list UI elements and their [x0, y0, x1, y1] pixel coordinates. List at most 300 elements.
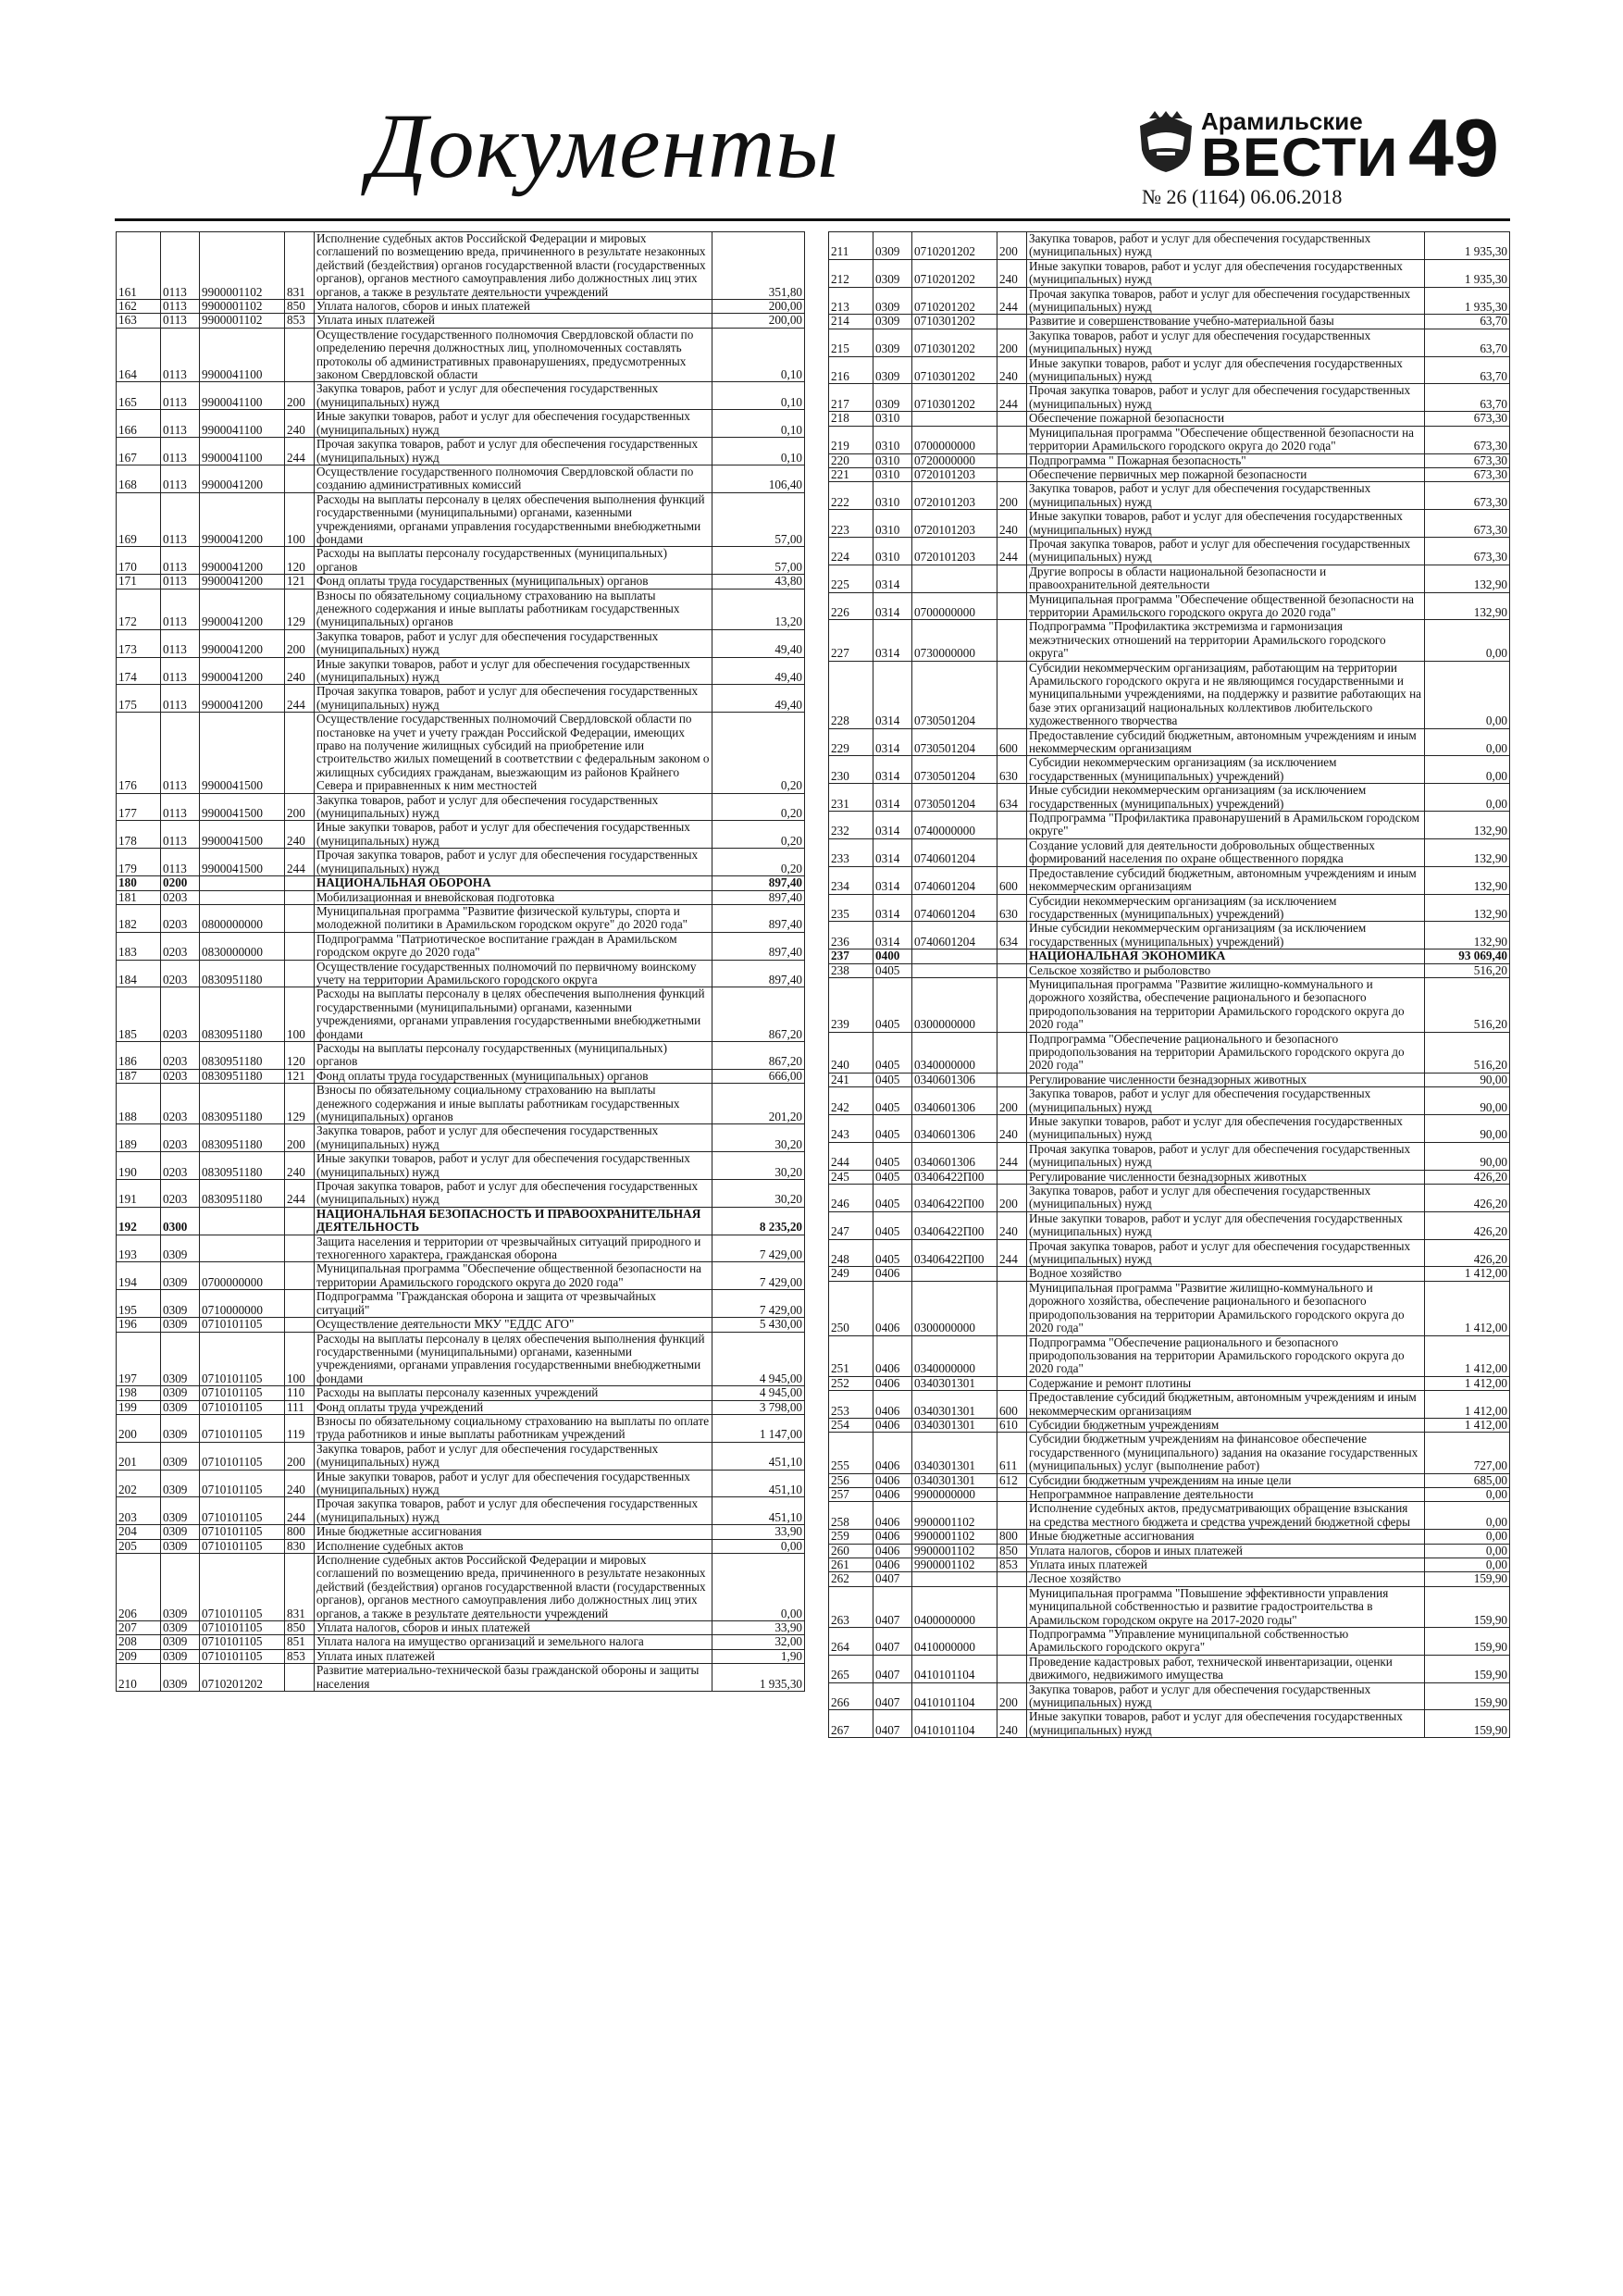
table-row [117, 1525, 805, 1539]
item-name: Осуществление государственного полномочия Свердловской области по определению перечня должностных лиц, уполномоченных составлять протоколы об административных правонарушениях, предусмотренных законом Свердловской области [315, 328, 712, 382]
section-code: 0113 [161, 849, 200, 876]
table-row [117, 1290, 805, 1318]
section-code: 0406 [873, 1530, 912, 1544]
item-name: Прочая закупка товаров, работ и услуг для обеспечения государственных (муниципальных) нужд [1027, 537, 1425, 565]
expense-type [285, 904, 315, 932]
section-code: 0113 [161, 492, 200, 547]
section-code: 0407 [873, 1572, 912, 1586]
row-number: 219 [829, 426, 873, 453]
expense-type: 121 [285, 575, 315, 589]
expense-type: 244 [285, 1180, 315, 1208]
table-row [117, 904, 805, 932]
row-number: 202 [117, 1470, 161, 1497]
section-code: 0113 [161, 629, 200, 657]
amount: 0,00 [1425, 1530, 1510, 1544]
item-name: Взносы по обязательному социальному страхованию на выплаты денежного содержания и иные выплаты работникам государственных (муниципальных) органов [315, 1084, 712, 1124]
row-number: 211 [829, 232, 873, 260]
item-name: Расходы на выплаты персоналу в целях обеспечения выполнения функций государственными (муниципальными) органами, казенными учреждениями, органами управления государственными внебюджетными фондами [315, 987, 712, 1042]
section-code: 0113 [161, 575, 200, 589]
row-number: 168 [117, 465, 161, 492]
amount: 451,10 [712, 1470, 805, 1497]
expense-type [997, 1281, 1027, 1335]
expense-type: 830 [285, 1539, 315, 1553]
amount: 1 935,30 [1425, 259, 1510, 287]
section-code: 0113 [161, 793, 200, 821]
target-code: 0710101105 [200, 1442, 285, 1470]
table-row [829, 1087, 1510, 1115]
table-row [117, 713, 805, 793]
amount: 0,00 [1425, 1487, 1510, 1501]
table-row [117, 876, 805, 890]
expense-type [997, 963, 1027, 977]
section-code: 0406 [873, 1433, 912, 1473]
target-code: 9900041100 [200, 382, 285, 410]
row-number: 266 [829, 1682, 873, 1710]
section-code: 0203 [161, 1152, 200, 1180]
target-code: 0720101203 [912, 467, 997, 481]
amount: 0,00 [1425, 1502, 1510, 1530]
target-code: 0710101105 [200, 1554, 285, 1621]
table-row [117, 1554, 805, 1621]
table-row [117, 314, 805, 328]
row-number: 223 [829, 510, 873, 538]
table-row [829, 482, 1510, 510]
target-code: 9900041500 [200, 793, 285, 821]
row-number: 222 [829, 482, 873, 510]
table-row [829, 1211, 1510, 1239]
target-code: 0830951180 [200, 1180, 285, 1208]
row-number: 227 [829, 620, 873, 661]
expense-type [285, 1290, 315, 1318]
section-code: 0406 [873, 1487, 912, 1501]
section-code: 0314 [873, 661, 912, 728]
section-code: 0405 [873, 1211, 912, 1239]
section-code: 0203 [161, 1084, 200, 1124]
amount: 685,00 [1425, 1473, 1510, 1487]
expense-type [285, 1664, 315, 1692]
item-name: Закупка товаров, работ и услуг для обеспечения государственных (муниципальных) нужд [1027, 329, 1425, 356]
item-name: Муниципальная программа "Развитие жилищно-коммунального и дорожного хозяйства, обеспечение рационального и безопасного природопользования на территории Арамильского городского округа до 2020 года" [1027, 977, 1425, 1032]
row-number: 194 [117, 1262, 161, 1290]
amount: 200,00 [712, 300, 805, 314]
amount: 426,20 [1425, 1185, 1510, 1212]
target-code: 0710000000 [200, 1290, 285, 1318]
item-name: Муниципальная программа "Обеспечение общественной безопасности на территории Арамильского городского округа до 2020 года" [1027, 426, 1425, 453]
section-code: 0405 [873, 1087, 912, 1115]
section-code: 0314 [873, 894, 912, 922]
target-code: 0710101105 [200, 1470, 285, 1497]
section-code: 0407 [873, 1682, 912, 1710]
target-code: 0800000000 [200, 904, 285, 932]
target-code [912, 963, 997, 977]
section-code: 0309 [161, 1539, 200, 1553]
amount: 516,20 [1425, 977, 1510, 1032]
item-name: Подпрограмма "Гражданская оборона и защита от чрезвычайных ситуаций" [315, 1290, 712, 1318]
amount: 867,20 [712, 987, 805, 1042]
row-number: 193 [117, 1235, 161, 1262]
section-code: 0113 [161, 465, 200, 492]
expense-type: 612 [997, 1473, 1027, 1487]
section-code: 0113 [161, 232, 200, 300]
table-row [829, 1572, 1510, 1586]
item-name: Муниципальная программа "Развитие физической культуры, спорта и молодежной политики в Арамильском городском округе" до 2020 года" [315, 904, 712, 932]
section-code: 0113 [161, 589, 200, 629]
item-name: НАЦИОНАЛЬНАЯ ЭКОНОМИКА [1027, 949, 1425, 963]
table-row [117, 657, 805, 685]
expense-type [997, 977, 1027, 1032]
target-code: 9900041200 [200, 685, 285, 713]
row-number: 208 [117, 1635, 161, 1649]
target-code: 0740601204 [912, 866, 997, 894]
section-code: 0309 [161, 1554, 200, 1621]
row-number: 189 [117, 1124, 161, 1152]
expense-type: 200 [285, 382, 315, 410]
row-number: 177 [117, 793, 161, 821]
section-code: 0113 [161, 410, 200, 438]
item-name: Проведение кадастровых работ, технической инвентаризации, оценки движимого, недвижимого имущества [1027, 1655, 1425, 1682]
item-name: Субсидии бюджетным учреждениям [1027, 1418, 1425, 1432]
target-code: 9900041500 [200, 821, 285, 849]
section-code: 0309 [873, 356, 912, 384]
row-number: 178 [117, 821, 161, 849]
item-name: Уплата иных платежей [315, 314, 712, 328]
section-code: 0309 [873, 287, 912, 315]
amount: 1,90 [712, 1649, 805, 1663]
amount: 0,00 [1425, 620, 1510, 661]
amount: 63,70 [1425, 315, 1510, 329]
table-row [117, 1041, 805, 1069]
table-row [829, 356, 1510, 384]
item-name: Субсидии некоммерческим организациям, работающим на территории Арамильского городского округа и не являющимся государственными и муниципальными учреждениями, на поддержку и развитие работающих на базе этих организаций национальных коллективов любительского художественного творчества [1027, 661, 1425, 728]
table-row [829, 467, 1510, 481]
item-name: Регулирование численности безнадзорных животных [1027, 1170, 1425, 1184]
row-number: 181 [117, 890, 161, 904]
expense-type: 200 [285, 793, 315, 821]
expense-type: 200 [285, 1124, 315, 1152]
target-code: 0710301202 [912, 384, 997, 412]
amount: 90,00 [1425, 1073, 1510, 1086]
target-code: 0410101104 [912, 1682, 997, 1710]
table-row [829, 756, 1510, 784]
target-code: 0720000000 [912, 453, 997, 467]
expense-type: 244 [997, 287, 1027, 315]
section-code: 0405 [873, 1115, 912, 1143]
amount: 200,00 [712, 314, 805, 328]
table-row [117, 685, 805, 713]
table-row [829, 977, 1510, 1032]
expense-type: 240 [285, 410, 315, 438]
expense-type: 100 [285, 492, 315, 547]
item-name: Иные закупки товаров, работ и услуг для обеспечения государственных (муниципальных) нужд [1027, 356, 1425, 384]
target-code [912, 1267, 997, 1281]
expense-type: 200 [285, 629, 315, 657]
expense-type: 634 [997, 784, 1027, 812]
expense-type: 600 [997, 728, 1027, 756]
amount: 63,70 [1425, 356, 1510, 384]
row-number: 182 [117, 904, 161, 932]
amount: 132,90 [1425, 838, 1510, 866]
expense-type: 630 [997, 894, 1027, 922]
item-name: Содержание и ремонт плотины [1027, 1376, 1425, 1390]
row-number: 260 [829, 1544, 873, 1558]
item-name: Расходы на выплаты персоналу казенных учреждений [315, 1386, 712, 1400]
expense-type: 600 [997, 1391, 1027, 1419]
item-name: Субсидии бюджетным учреждениям на финансовое обеспечение государственного (муниципального) задания на оказание государственных (муниципальных) услуг (выполнение работ) [1027, 1433, 1425, 1473]
item-name: Уплата налога на имущество организаций и земельного налога [315, 1635, 712, 1649]
item-name: Муниципальная программа "Обеспечение общественной безопасности на территории Арамильского городского округа до 2020 года" [315, 1262, 712, 1290]
section-code: 0309 [161, 1621, 200, 1635]
section-code: 0406 [873, 1473, 912, 1487]
expense-type [285, 713, 315, 793]
amount: 0,20 [712, 793, 805, 821]
amount: 0,20 [712, 713, 805, 793]
target-code [200, 1207, 285, 1235]
amount: 132,90 [1425, 894, 1510, 922]
target-code: 0300000000 [912, 1281, 997, 1335]
row-number: 195 [117, 1290, 161, 1318]
expense-type: 240 [997, 259, 1027, 287]
row-number: 246 [829, 1185, 873, 1212]
target-code: 0340000000 [912, 1032, 997, 1073]
row-number: 267 [829, 1710, 873, 1738]
amount: 0,10 [712, 382, 805, 410]
target-code: 03406422П00 [912, 1239, 997, 1267]
amount: 673,30 [1425, 426, 1510, 453]
item-name: Развитие и совершенствование учебно-материальной базы [1027, 315, 1425, 329]
item-name: Взносы по обязательному социальному страхованию на выплаты денежного содержания и иные выплаты работникам государственных (муниципальных) органов [315, 589, 712, 629]
target-code: 0340301301 [912, 1473, 997, 1487]
table-row [117, 1621, 805, 1635]
table-row [829, 1239, 1510, 1267]
table-row [829, 728, 1510, 756]
row-number: 233 [829, 838, 873, 866]
target-code: 9900001102 [200, 232, 285, 300]
expense-type: 853 [285, 314, 315, 328]
section-code: 0309 [161, 1235, 200, 1262]
expense-type: 831 [285, 1554, 315, 1621]
target-code: 0710101105 [200, 1414, 285, 1442]
expense-type: 244 [285, 1497, 315, 1525]
table-row [829, 384, 1510, 412]
section-code: 0113 [161, 382, 200, 410]
row-number: 206 [117, 1554, 161, 1621]
table-row [117, 1262, 805, 1290]
item-name: Защита населения и территории от чрезвычайных ситуаций природного и техногенного характера, гражданская оборона [315, 1235, 712, 1262]
item-name: Подпрограмма "Обеспечение рационального и безопасного природопользования на территории Арамильского городского округа до 2020 года" [1027, 1335, 1425, 1376]
item-name: Прочая закупка товаров, работ и услуг для обеспечения государственных (муниципальных) нужд [315, 1497, 712, 1525]
target-code: 0720101203 [912, 510, 997, 538]
amount: 201,20 [712, 1084, 805, 1124]
section-code: 0203 [161, 987, 200, 1042]
row-number: 249 [829, 1267, 873, 1281]
table-row [829, 1710, 1510, 1738]
row-number: 173 [117, 629, 161, 657]
row-number: 185 [117, 987, 161, 1042]
amount: 897,40 [712, 890, 805, 904]
target-code: 0740601204 [912, 838, 997, 866]
target-code: 0400000000 [912, 1586, 997, 1627]
amount: 159,90 [1425, 1682, 1510, 1710]
amount: 4 945,00 [712, 1386, 805, 1400]
amount: 13,20 [712, 589, 805, 629]
table-row [829, 1473, 1510, 1487]
section-code: 0310 [873, 537, 912, 565]
expense-type: 240 [285, 1470, 315, 1497]
table-row [117, 1180, 805, 1208]
section-code: 0309 [873, 232, 912, 260]
item-name: Иные закупки товаров, работ и услуг для обеспечения государственных (муниципальных) нужд [1027, 1115, 1425, 1143]
target-code: 9900041200 [200, 492, 285, 547]
target-code: 0410101104 [912, 1655, 997, 1682]
target-code: 9900041500 [200, 713, 285, 793]
section-code: 0309 [873, 259, 912, 287]
target-code: 0710201202 [912, 259, 997, 287]
item-name: Развитие материально-технической базы гражданской обороны и защиты населения [315, 1664, 712, 1692]
item-name: Прочая закупка товаров, работ и услуг для обеспечения государственных (муниципальных) нужд [315, 1180, 712, 1208]
row-number: 197 [117, 1332, 161, 1386]
expense-type [997, 1073, 1027, 1086]
table-row [829, 232, 1510, 260]
target-code: 9900041200 [200, 629, 285, 657]
amount: 0,00 [712, 1539, 805, 1553]
target-code: 03406422П00 [912, 1170, 997, 1184]
amount: 30,20 [712, 1180, 805, 1208]
amount: 0,00 [1425, 784, 1510, 812]
section-code: 0407 [873, 1655, 912, 1682]
item-name: Закупка товаров, работ и услуг для обеспечения государственных (муниципальных) нужд [1027, 482, 1425, 510]
expense-type [997, 453, 1027, 467]
expense-type: 853 [285, 1649, 315, 1663]
item-name: Обеспечение первичных мер пожарной безопасности [1027, 467, 1425, 481]
row-number: 265 [829, 1655, 873, 1682]
section-code: 0309 [161, 1386, 200, 1400]
item-name: Прочая закупка товаров, работ и услуг для обеспечения государственных (муниципальных) нужд [1027, 1142, 1425, 1170]
table-row [829, 1391, 1510, 1419]
item-name: Иные бюджетные ассигнования [1027, 1530, 1425, 1544]
expense-type [285, 328, 315, 382]
table-row [829, 922, 1510, 949]
table-row [117, 1400, 805, 1414]
expense-type: 851 [285, 1635, 315, 1649]
row-number: 258 [829, 1502, 873, 1530]
table-row [829, 1115, 1510, 1143]
amount: 1 412,00 [1425, 1376, 1510, 1390]
table-row [829, 1433, 1510, 1473]
section-code: 0113 [161, 300, 200, 314]
target-code: 0710101105 [200, 1497, 285, 1525]
section-code: 0314 [873, 565, 912, 592]
row-number: 184 [117, 960, 161, 987]
expense-type: 120 [285, 547, 315, 575]
table-row [829, 1586, 1510, 1627]
table-row [117, 1235, 805, 1262]
expense-type [285, 1207, 315, 1235]
row-number: 169 [117, 492, 161, 547]
expense-type: 240 [997, 1710, 1027, 1738]
expense-type [285, 1235, 315, 1262]
amount: 159,90 [1425, 1655, 1510, 1682]
target-code: 9900001102 [912, 1530, 997, 1544]
table-row [829, 784, 1510, 812]
section-code: 0113 [161, 547, 200, 575]
row-number: 209 [117, 1649, 161, 1663]
table-row [829, 1376, 1510, 1390]
row-number: 262 [829, 1572, 873, 1586]
section-code: 0405 [873, 1239, 912, 1267]
table-row [117, 438, 805, 465]
newspaper-logo [1136, 107, 1399, 188]
item-name: Исполнение судебных актов, предусматривающих обращение взыскания на средства местного бюджета и средства учреждений бюджетной сферы [1027, 1502, 1425, 1530]
amount: 63,70 [1425, 384, 1510, 412]
target-code: 0710101105 [200, 1318, 285, 1332]
row-number: 234 [829, 866, 873, 894]
row-number: 205 [117, 1539, 161, 1553]
expense-type: 200 [997, 1087, 1027, 1115]
row-number: 165 [117, 382, 161, 410]
amount: 132,90 [1425, 812, 1510, 839]
table-row [829, 537, 1510, 565]
section-code: 0407 [873, 1586, 912, 1627]
row-number: 196 [117, 1318, 161, 1332]
table-row [117, 465, 805, 492]
row-number: 228 [829, 661, 873, 728]
row-number: 264 [829, 1628, 873, 1656]
amount: 1 147,00 [712, 1414, 805, 1442]
amount: 132,90 [1425, 592, 1510, 620]
amount: 132,90 [1425, 565, 1510, 592]
target-code: 0730000000 [912, 620, 997, 661]
amount: 673,30 [1425, 467, 1510, 481]
section-title: Документы [368, 94, 840, 197]
section-code: 0309 [161, 1332, 200, 1386]
item-name: Прочая закупка товаров, работ и услуг для обеспечения государственных (муниципальных) нужд [1027, 287, 1425, 315]
amount: 57,00 [712, 492, 805, 547]
section-code: 0405 [873, 1073, 912, 1086]
row-number: 248 [829, 1239, 873, 1267]
expense-type: 240 [997, 356, 1027, 384]
table-row [829, 426, 1510, 453]
item-name: Закупка товаров, работ и услуг для обеспечения государственных (муниципальных) нужд [315, 793, 712, 821]
row-number: 225 [829, 565, 873, 592]
row-number: 201 [117, 1442, 161, 1470]
section-code: 0310 [873, 426, 912, 453]
section-code: 0203 [161, 932, 200, 960]
item-name: Расходы на выплаты персоналу в целях обеспечения выполнения функций государственными (муниципальными) органами, казенными учреждениями, органами управления государственными внебюджетными фондами [315, 1332, 712, 1386]
section-code: 0406 [873, 1558, 912, 1572]
target-code: 0340601306 [912, 1087, 997, 1115]
amount: 90,00 [1425, 1087, 1510, 1115]
item-name: Фонд оплаты труда учреждений [315, 1400, 712, 1414]
target-code: 9900041200 [200, 589, 285, 629]
table-row [117, 300, 805, 314]
expense-type: 853 [997, 1558, 1027, 1572]
item-name: Иные закупки товаров, работ и услуг для обеспечения государственных (муниципальных) нужд [315, 1470, 712, 1497]
table-row [829, 329, 1510, 356]
target-code: 0730501204 [912, 661, 997, 728]
row-number: 239 [829, 977, 873, 1032]
amount: 159,90 [1425, 1572, 1510, 1586]
expense-type [285, 1262, 315, 1290]
amount: 132,90 [1425, 866, 1510, 894]
amount: 516,20 [1425, 963, 1510, 977]
section-code: 0407 [873, 1710, 912, 1738]
target-code: 0740601204 [912, 894, 997, 922]
expense-type [997, 1170, 1027, 1184]
expense-type: 244 [997, 1239, 1027, 1267]
target-code: 0830951180 [200, 1069, 285, 1083]
item-name: Непрограммное направление деятельности [1027, 1487, 1425, 1501]
item-name: Подпрограмма "Профилактика правонарушений в Арамильском городском округе" [1027, 812, 1425, 839]
